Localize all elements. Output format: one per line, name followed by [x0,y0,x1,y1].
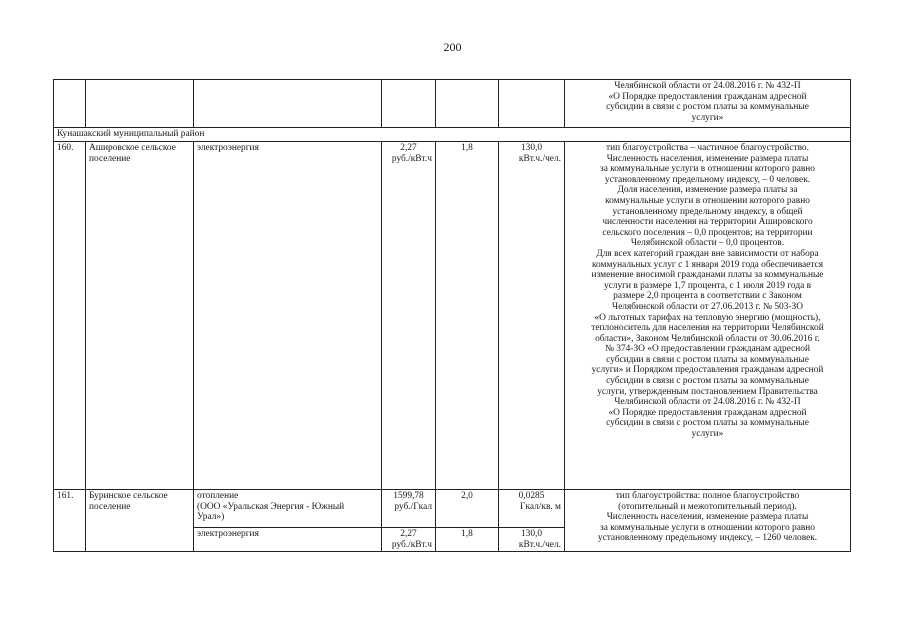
norm-value: 0,0285 Гкал/кв. м [499,490,565,528]
district-name: Кунашакский муниципальный район [54,128,851,142]
row-number: 161. [54,490,86,552]
cell-empty [54,80,86,128]
row-number: 160. [54,142,86,490]
settlement-name: Буринское сельское поселение [86,490,194,552]
index-value: 2,0 [436,490,499,528]
notes-cell: тип благоустройства: полное благоустройство (отопительный и межотопительный период). Численность населения, изменение размера платы за коммунальные услуги в отношении которого равно установленному предельному индексу, – 1260 человек. [565,490,851,552]
cell-empty [436,80,499,128]
continuation-notes: Челябинской области от 24.08.2016 г. № 432-П «О Порядке предоставления гражданам адресной субсидии в связи с ростом платы за коммунальные услуги» [565,80,851,128]
norm-value: 130,0 кВт.ч./чел. [499,528,565,552]
index-value: 1,8 [436,528,499,552]
cell-empty [382,80,436,128]
table-row [54,490,851,528]
district-row [54,128,851,142]
tariff-value: 1599,78 руб./Гкал [382,490,436,528]
norm-value: 130,0 кВт.ч./чел. [499,142,565,490]
table-row [54,142,851,490]
continuation-row [54,80,851,128]
settlement-name: Ашировское сельское поселение [86,142,194,490]
tariff-value: 2,27 руб./кВт.ч [382,528,436,552]
cell-empty [194,80,382,128]
service-name: отопление (ООО «Уральская Энергия - Южный Урал») [194,490,382,528]
tariff-table [53,79,851,552]
cell-empty [499,80,565,128]
service-name: электроэнергия [194,142,382,490]
page-number: 200 [443,40,462,54]
index-value: 1,8 [436,142,499,490]
notes-cell: тип благоустройства – частичное благоустройство. Численность населения, изменение размера платы за коммунальные услуги в отношении которого равно установленному предельному индексу, – 0 человек. Доля населения, изменение размера платы за коммунальные услуги в отношении которого равно установленному предельному индексу, в общей численности населения на территории Ашировского сельского поселения – 0,0 процентов; на территории Челябинской области – 0,0 процентов. Для всех категорий граждан вне зависимости от набора коммунальных услуг с 1 января 2019 года обеспечивается изменение вносимой гражданами платы за коммунальные услуги в размере 1,7 процента, с 1 июля 2019 года в размере 2,0 процента в соответствии с Законом Челябинской области от 27.06.2013 г. № 503-ЗО «О льготных тарифах на тепловую энергию (мощность), теплоноситель для населения на территории Челябинской области», Законом Челябинской области от 30.06.2016 г. № 374-ЗО «О предоставлении гражданам адресной субсидии в связи с ростом платы за коммунальные услуги» и Порядком предоставления гражданам адресной субсидии в связи с ростом платы за коммунальные услуги, утвержденным постановлением Правительства Челябинской области от 24.08.2016 г. № 432-П «О Порядке предоставления гражданам адресной субсидии в связи с ростом платы за коммунальные услуги» [565,142,851,490]
cell-empty [86,80,194,128]
service-name: электроэнергия [194,528,382,552]
tariff-value: 2,27 руб./кВт.ч [382,142,436,490]
